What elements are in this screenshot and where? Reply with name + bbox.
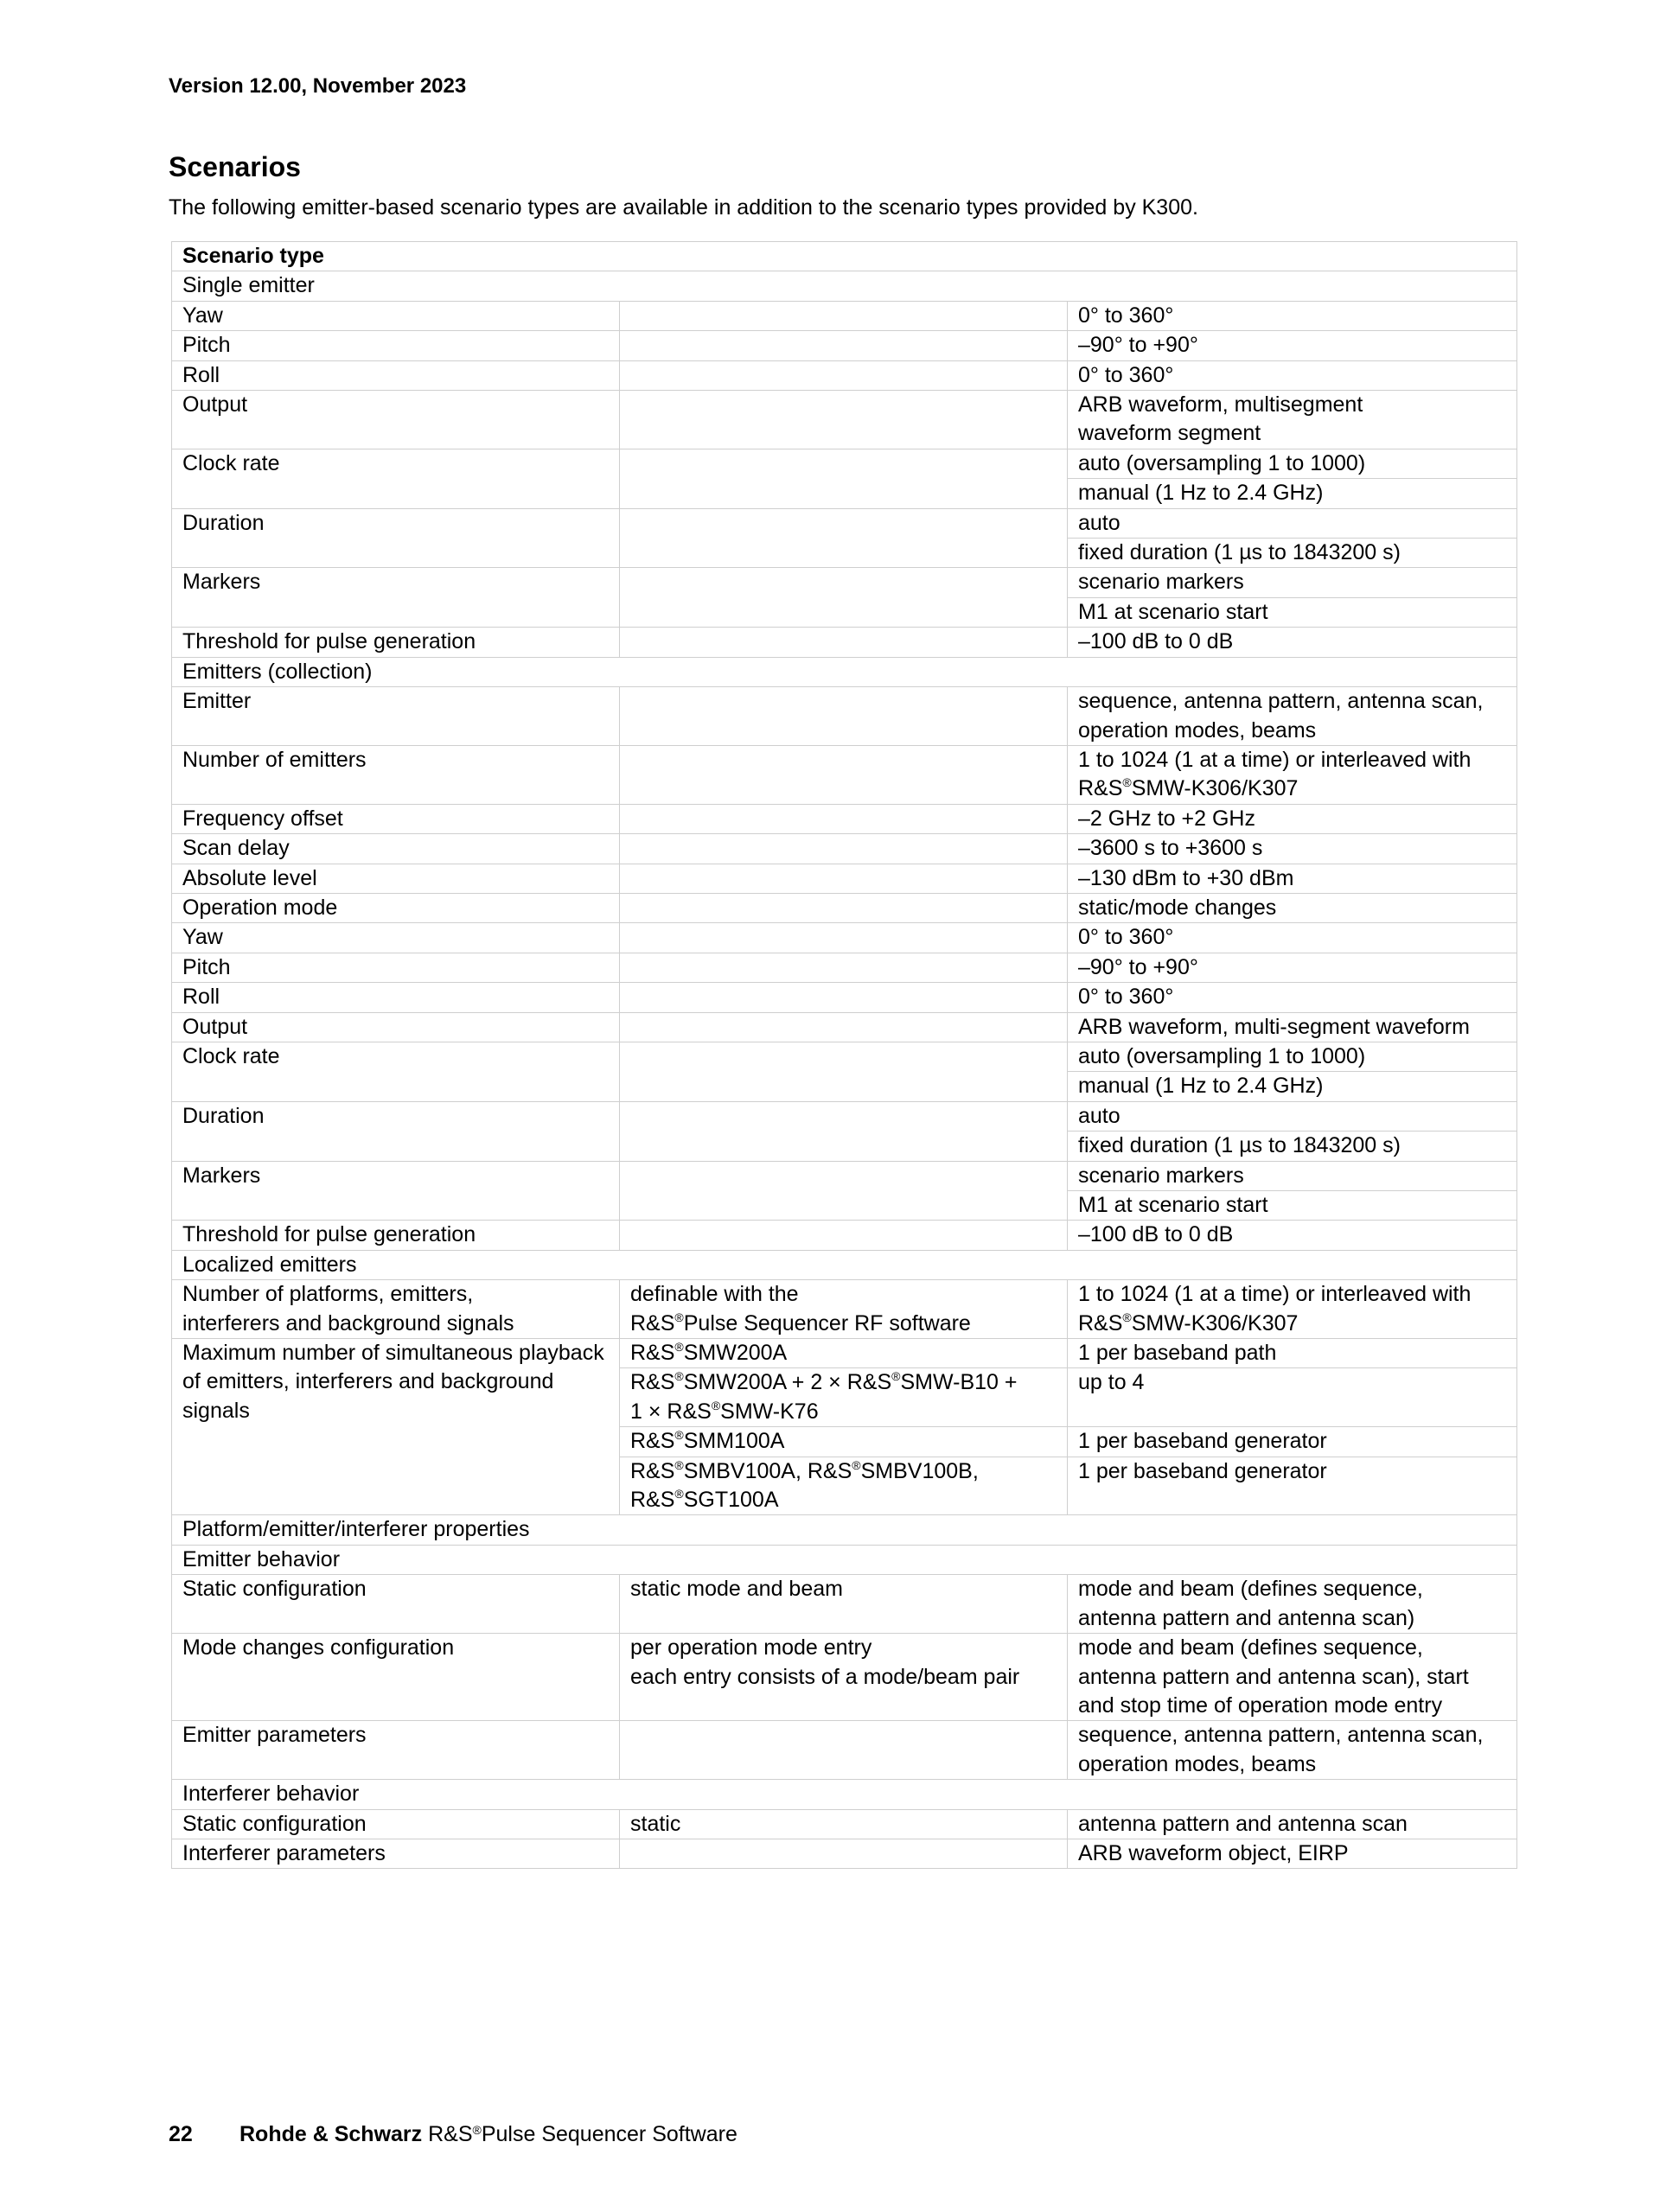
table-row [172, 271, 1517, 301]
value-line: SMW-K306/K307 [1131, 776, 1299, 801]
param-label: Emitter parameters [172, 1721, 620, 1780]
detail-text: SMW-K76 [720, 1399, 819, 1424]
param-detail [620, 1161, 1068, 1221]
param-value: sequence, antenna pattern, antenna scan, operation modes, beams [1068, 1721, 1517, 1780]
param-value: –90° to +90° [1068, 331, 1517, 360]
detail-text: R&S [630, 1458, 675, 1483]
detail-text: R&S [630, 1429, 675, 1454]
detail-line: definable with the [630, 1282, 799, 1307]
table-row [172, 687, 1517, 746]
table-row [172, 953, 1517, 982]
table-row [172, 1575, 1517, 1634]
param-detail: static mode and beam [620, 1575, 1068, 1634]
detail-text: R&S [630, 1370, 675, 1395]
product-name: R&S [428, 2122, 473, 2146]
section-title: Scenarios [169, 151, 301, 182]
param-detail [620, 1221, 1068, 1250]
param-label: Static configuration [172, 1809, 620, 1839]
param-value: auto [1068, 508, 1517, 538]
param-label: Duration [172, 1101, 620, 1161]
param-label: Absolute level [172, 864, 620, 893]
param-detail [620, 1101, 1068, 1161]
param-value: 0° to 360° [1068, 983, 1517, 1012]
table-row [172, 449, 1517, 478]
table-row [172, 1839, 1517, 1868]
param-label: Interferer parameters [172, 1839, 620, 1868]
param-value: scenario markers [1068, 1161, 1517, 1190]
param-detail [620, 508, 1068, 568]
param-detail: static [620, 1809, 1068, 1839]
param-label: Markers [172, 568, 620, 628]
registered-mark: ® [674, 1428, 684, 1443]
param-detail [620, 893, 1068, 922]
registered-mark: ® [674, 1457, 684, 1472]
table-row [172, 1721, 1517, 1780]
param-value [1068, 391, 1517, 449]
intro-text: The following emitter-based scenario types are available in addition to the scenario types provided by K300. [169, 195, 1198, 220]
table-row [172, 1780, 1517, 1809]
value-line: 1 to 1024 (1 at a time) or interleaved with [1078, 747, 1472, 772]
param-label: Yaw [172, 301, 620, 330]
detail-text: SMBV100B, [860, 1458, 979, 1483]
detail-text: SMM100A [683, 1429, 785, 1454]
table-row [172, 1012, 1517, 1042]
table-row [172, 1634, 1517, 1721]
param-value: M1 at scenario start [1068, 1191, 1517, 1221]
param-label: Clock rate [172, 1042, 620, 1101]
param-value [1068, 745, 1517, 804]
param-label: Scan delay [172, 834, 620, 864]
param-value: ARB waveform object, EIRP [1068, 1839, 1517, 1868]
product-name-rest: Pulse Sequencer Software [481, 2122, 737, 2146]
table-row [172, 1101, 1517, 1131]
version-line: Version 12.00, November 2023 [169, 74, 467, 98]
group-label: Emitters (collection) [172, 657, 1517, 686]
registered-mark: ® [852, 1457, 861, 1472]
param-detail [620, 745, 1068, 804]
param-label: Maximum number of simultaneous playback of emitters, interferers and background signals [172, 1339, 620, 1515]
param-label: Clock rate [172, 449, 620, 508]
param-detail [620, 1012, 1068, 1042]
param-label: Roll [172, 360, 620, 390]
param-label: Pitch [172, 953, 620, 982]
table-row [172, 1161, 1517, 1190]
param-detail [620, 1721, 1068, 1780]
scenario-table [171, 241, 1517, 1869]
param-label: Number of emitters [172, 745, 620, 804]
registered-mark: ® [674, 1310, 684, 1324]
param-detail [620, 360, 1068, 390]
param-label: Yaw [172, 923, 620, 953]
detail-text: R&S [630, 1341, 675, 1366]
param-value: up to 4 [1068, 1368, 1517, 1427]
param-value: 0° to 360° [1068, 360, 1517, 390]
param-value: auto (oversampling 1 to 1000) [1068, 449, 1517, 478]
value-line: SMW-K306/K307 [1131, 1310, 1299, 1335]
param-label: Operation mode [172, 893, 620, 922]
param-detail [620, 687, 1068, 746]
param-label: Mode changes configuration [172, 1634, 620, 1721]
registered-mark: ® [472, 2123, 482, 2137]
param-value: M1 at scenario start [1068, 597, 1517, 627]
param-detail [620, 1634, 1068, 1721]
table-row [172, 391, 1517, 449]
param-value: 1 per baseband generator [1068, 1427, 1517, 1457]
param-detail [620, 923, 1068, 953]
param-detail [620, 301, 1068, 330]
registered-mark: ® [674, 1487, 684, 1501]
detail-text: SMBV100A, R&S [683, 1458, 852, 1483]
param-value: –2 GHz to +2 GHz [1068, 804, 1517, 833]
registered-mark: ® [1122, 775, 1132, 790]
table-row [172, 301, 1517, 330]
param-detail [620, 834, 1068, 864]
table-row [172, 983, 1517, 1012]
detail-line: Pulse Sequencer RF software [683, 1310, 971, 1335]
param-value: 1 per baseband generator [1068, 1457, 1517, 1515]
group-label: Single emitter [172, 271, 1517, 301]
param-detail [620, 864, 1068, 893]
param-label: Threshold for pulse generation [172, 1221, 620, 1250]
param-label: Output [172, 1012, 620, 1042]
param-value: 0° to 360° [1068, 923, 1517, 953]
param-value: fixed duration (1 µs to 1843200 s) [1068, 539, 1517, 568]
table-row [172, 628, 1517, 657]
table-row [172, 657, 1517, 686]
param-label: Static configuration [172, 1575, 620, 1634]
param-label: Pitch [172, 331, 620, 360]
param-detail [620, 1368, 1068, 1427]
param-detail [620, 804, 1068, 833]
registered-mark: ® [674, 1369, 684, 1384]
param-detail [620, 953, 1068, 982]
param-label: Frequency offset [172, 804, 620, 833]
table-row [172, 1545, 1517, 1574]
label-line: interferers and background signals [182, 1310, 514, 1335]
detail-text: SMW200A + 2 × R&S [683, 1370, 892, 1395]
table-row [172, 834, 1517, 864]
group-label: Localized emitters [172, 1250, 1517, 1279]
param-value: sequence, antenna pattern, antenna scan, operation modes, beams [1068, 687, 1517, 746]
param-detail [620, 568, 1068, 628]
param-value: mode and beam (defines sequence, antenna pattern and antenna scan), start and stop time of operation mode entry [1068, 1634, 1517, 1721]
param-value: 1 per baseband path [1068, 1339, 1517, 1368]
param-value: –100 dB to 0 dB [1068, 628, 1517, 657]
value-line: waveform segment [1078, 421, 1261, 446]
param-detail [620, 1839, 1068, 1868]
param-detail [620, 628, 1068, 657]
table-row [172, 804, 1517, 833]
param-value: manual (1 Hz to 2.4 GHz) [1068, 1072, 1517, 1101]
param-label: Threshold for pulse generation [172, 628, 620, 657]
param-value: manual (1 Hz to 2.4 GHz) [1068, 479, 1517, 508]
registered-mark: ® [711, 1398, 721, 1412]
param-detail [620, 983, 1068, 1012]
param-detail [620, 449, 1068, 508]
value-line: 1 to 1024 (1 at a time) or interleaved with [1078, 1282, 1472, 1307]
param-detail [620, 1042, 1068, 1101]
table-row [172, 1515, 1517, 1545]
param-value: fixed duration (1 µs to 1843200 s) [1068, 1131, 1517, 1161]
detail-text: SMW-B10 + [900, 1370, 1018, 1395]
subgroup-label: Platform/emitter/interferer properties [172, 1515, 1517, 1545]
param-label: Duration [172, 508, 620, 568]
param-label: Roll [172, 983, 620, 1012]
detail-text: 1 × R&S [630, 1399, 712, 1424]
table-row [172, 745, 1517, 804]
param-label-text: Output [182, 392, 248, 418]
value-line: R&S [1078, 1310, 1123, 1335]
value-line: ARB waveform, multisegment [1078, 392, 1363, 418]
param-detail [620, 1457, 1068, 1515]
detail-line: R&S [630, 1310, 675, 1335]
table-row [172, 1221, 1517, 1250]
table-header-row [172, 242, 1517, 271]
param-label [172, 391, 620, 449]
param-detail [620, 1280, 1068, 1339]
param-value: –90° to +90° [1068, 953, 1517, 982]
detail-line: each entry consists of a mode/beam pair [630, 1664, 1020, 1689]
detail-text: SGT100A [683, 1488, 779, 1513]
page-footer [169, 2122, 737, 2147]
param-value: –3600 s to +3600 s [1068, 834, 1517, 864]
param-value: scenario markers [1068, 568, 1517, 597]
subgroup-label: Interferer behavior [172, 1780, 1517, 1809]
table-row [172, 1042, 1517, 1071]
registered-mark: ® [1122, 1310, 1132, 1324]
page-number: 22 [169, 2122, 193, 2146]
registered-mark: ® [674, 1340, 684, 1355]
table-row [172, 1280, 1517, 1339]
param-value: auto [1068, 1101, 1517, 1131]
table-row [172, 1250, 1517, 1279]
param-label: Emitter [172, 687, 620, 746]
param-value: ARB waveform, multi-segment waveform [1068, 1012, 1517, 1042]
table-row [172, 923, 1517, 953]
table-row [172, 508, 1517, 538]
param-value [1068, 1280, 1517, 1339]
subgroup-label: Emitter behavior [172, 1545, 1517, 1574]
table-header: Scenario type [172, 242, 1517, 271]
param-detail [620, 391, 1068, 449]
param-detail [620, 1339, 1068, 1368]
param-value: auto (oversampling 1 to 1000) [1068, 1042, 1517, 1071]
table-row [172, 568, 1517, 597]
table-row [172, 893, 1517, 922]
param-value: –130 dBm to +30 dBm [1068, 864, 1517, 893]
detail-text: R&S [630, 1488, 675, 1513]
param-detail [620, 331, 1068, 360]
param-detail [620, 1427, 1068, 1457]
param-label: Markers [172, 1161, 620, 1221]
param-value: 0° to 360° [1068, 301, 1517, 330]
param-value: static/mode changes [1068, 893, 1517, 922]
value-line: R&S [1078, 776, 1123, 801]
table-row [172, 331, 1517, 360]
param-value: –100 dB to 0 dB [1068, 1221, 1517, 1250]
detail-text: SMW200A [683, 1341, 788, 1366]
param-value: antenna pattern and antenna scan [1068, 1809, 1517, 1839]
param-value: mode and beam (defines sequence, antenna pattern and antenna scan) [1068, 1575, 1517, 1634]
company-name: Rohde & Schwarz [239, 2122, 423, 2146]
label-line: Number of platforms, emitters, [182, 1282, 474, 1307]
detail-line: per operation mode entry [630, 1635, 872, 1661]
table-row [172, 864, 1517, 893]
table-row [172, 1339, 1517, 1368]
registered-mark: ® [891, 1369, 901, 1384]
table-row [172, 1809, 1517, 1839]
table-row [172, 360, 1517, 390]
param-label [172, 1280, 620, 1339]
